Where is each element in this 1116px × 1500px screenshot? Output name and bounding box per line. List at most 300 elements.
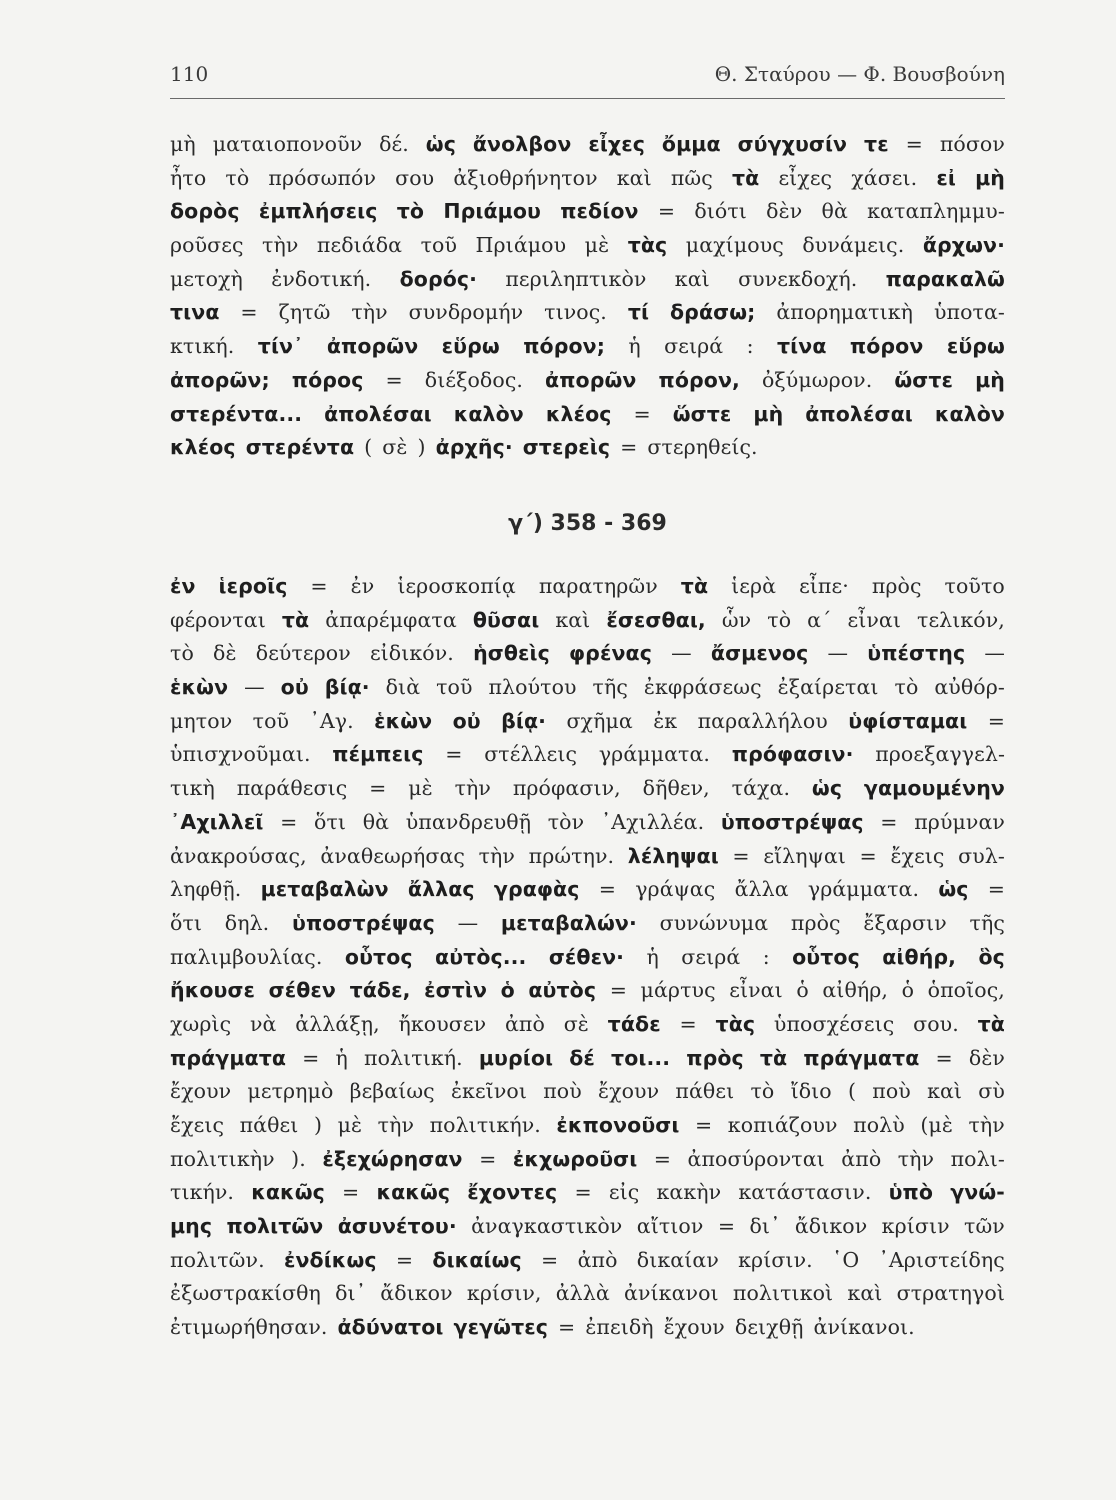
word: = bbox=[657, 199, 676, 224]
word: γαμουμένην bbox=[863, 776, 1005, 801]
word: = bbox=[598, 877, 616, 902]
word: μης bbox=[170, 1214, 213, 1239]
word: ᾿Αχιλλέα. bbox=[600, 809, 705, 834]
word: πεδιάδα bbox=[316, 233, 403, 258]
running-title: Θ. Σταύρου — Φ. Βουσβούνη bbox=[714, 62, 1005, 86]
word: ἀνίκανοι bbox=[624, 1281, 719, 1306]
word: ὅτι bbox=[170, 910, 203, 935]
text-line bbox=[170, 738, 1005, 772]
word: : bbox=[746, 334, 754, 359]
word: ὑπὸ bbox=[888, 1180, 934, 1205]
word: δηλ. bbox=[224, 910, 270, 935]
word: ἐνδίκως bbox=[283, 1247, 377, 1272]
word: μετρημὸ bbox=[247, 1079, 334, 1104]
word: ἱεροσκοπίᾳ bbox=[397, 574, 516, 598]
word: ἀπὸ bbox=[841, 1146, 882, 1171]
word: τὴν bbox=[478, 843, 515, 868]
word: = bbox=[935, 1045, 953, 1070]
word: δι᾽ bbox=[335, 1281, 367, 1306]
word: στερέντα... bbox=[170, 401, 303, 426]
word: ὡς bbox=[425, 132, 456, 156]
word: — bbox=[244, 675, 265, 700]
word: μὲ bbox=[584, 233, 610, 258]
word: — bbox=[984, 641, 1005, 666]
word: τικήν. bbox=[170, 1180, 235, 1205]
word: ἑκὼν bbox=[170, 675, 229, 700]
word: φρένας bbox=[569, 641, 652, 666]
word: ἄσμενος bbox=[710, 641, 809, 666]
word: εἰ bbox=[936, 165, 956, 190]
word: ἀναγκαστικὸν bbox=[471, 1214, 623, 1239]
word: ἐτιμωρήθησαν. bbox=[170, 1315, 328, 1340]
word: = bbox=[880, 809, 898, 834]
commentary-block-2 bbox=[170, 570, 1005, 1345]
word: τελικόν, bbox=[917, 607, 1005, 632]
word: (μὲ bbox=[920, 1113, 953, 1137]
word: τοῦ bbox=[420, 233, 458, 258]
word: δικαίαν bbox=[636, 1247, 719, 1272]
word: αὐτὸς... bbox=[435, 944, 527, 969]
word: τοῦ bbox=[252, 708, 290, 733]
text-line bbox=[170, 330, 1005, 364]
word: βίᾳ· bbox=[324, 675, 370, 700]
word: ἡ bbox=[646, 944, 659, 969]
header-rule bbox=[170, 98, 1005, 99]
text-line bbox=[170, 128, 1005, 162]
word: τοι... bbox=[611, 1045, 671, 1070]
word: ἔσεσθαι, bbox=[606, 607, 706, 632]
word: εἰς bbox=[608, 1180, 640, 1205]
word: σειρά bbox=[664, 334, 724, 359]
word: κτική. bbox=[170, 334, 235, 359]
word: ἐμπλήσεις bbox=[258, 199, 378, 224]
word: ἐνδοτική. bbox=[271, 266, 372, 291]
word: τῆς bbox=[592, 675, 628, 700]
word: = bbox=[385, 367, 403, 392]
word: = bbox=[541, 1247, 559, 1272]
word: ᾿Αχιλλεῖ bbox=[170, 809, 264, 834]
text-line bbox=[170, 806, 1005, 840]
word: κακῶς bbox=[376, 1180, 451, 1205]
word: Πριάμου bbox=[443, 199, 541, 224]
word: = bbox=[679, 1011, 697, 1036]
word: = bbox=[633, 401, 651, 426]
word: σου. bbox=[913, 1011, 959, 1036]
word: ὅτι bbox=[314, 809, 347, 834]
text-line bbox=[170, 637, 1005, 671]
word: ἀπορῶν; bbox=[170, 367, 270, 392]
text-line bbox=[170, 1277, 1005, 1311]
word: ὁ bbox=[500, 978, 515, 1003]
word: μὲ bbox=[408, 776, 433, 801]
word: ὧν bbox=[721, 607, 752, 632]
word: τινος. bbox=[544, 300, 607, 325]
word: ὑποτα- bbox=[933, 300, 1005, 325]
word: πράγματα bbox=[803, 1045, 920, 1070]
word: πόρον, bbox=[658, 367, 740, 392]
word: μὴ bbox=[975, 367, 1005, 392]
word: καὶ bbox=[555, 607, 591, 632]
word: ἑκὼν bbox=[374, 708, 433, 733]
word: πόρον bbox=[849, 334, 924, 359]
word: ἀρχῆς· bbox=[435, 435, 513, 460]
word: καὶ bbox=[674, 266, 710, 291]
word: ). bbox=[291, 1146, 306, 1171]
word: = bbox=[302, 1045, 320, 1070]
word: ὑπέστης bbox=[867, 641, 966, 666]
word: = bbox=[479, 1146, 497, 1171]
word: ποὺ bbox=[872, 1079, 911, 1104]
word: συνδρομήν bbox=[408, 300, 524, 325]
word: ἄδικον bbox=[794, 1214, 868, 1239]
word: αἴτιον bbox=[636, 1214, 704, 1239]
word: τὰ bbox=[977, 1011, 1005, 1036]
word: μεταβαλὼν bbox=[260, 877, 389, 902]
word: οὗτος bbox=[792, 944, 860, 969]
word: δορὸς bbox=[170, 199, 240, 224]
word: ὥστε bbox=[894, 367, 954, 392]
word: πολιτική. bbox=[364, 1045, 463, 1070]
word: ἀπορῶν bbox=[545, 367, 637, 392]
section-heading: γ΄) 358 - 369 bbox=[508, 511, 667, 536]
word: τὰ bbox=[759, 1045, 788, 1070]
word: = bbox=[280, 809, 298, 834]
word: ἤκουσε bbox=[170, 978, 256, 1003]
word: μὴ bbox=[753, 401, 784, 426]
word: προεξαγγελ- bbox=[875, 742, 1005, 767]
word: εἶχες bbox=[588, 132, 645, 156]
word: ὁ bbox=[796, 978, 809, 1003]
word: κρίσιν, bbox=[466, 1281, 542, 1306]
word: κακὴν bbox=[656, 1180, 722, 1205]
word: νὰ bbox=[249, 1011, 277, 1036]
word: ὑφίσταμαι bbox=[848, 708, 968, 733]
word: τὸ bbox=[225, 165, 250, 190]
word: ἔξαρσιν bbox=[863, 910, 947, 935]
word: ῾Ο bbox=[832, 1247, 860, 1272]
word: τὰ bbox=[281, 607, 310, 632]
text-line bbox=[170, 873, 1005, 907]
word: πολιτικὴν bbox=[170, 1146, 275, 1171]
text-line bbox=[170, 263, 1005, 297]
text-line bbox=[170, 570, 1005, 604]
word: πρὸς bbox=[871, 574, 922, 598]
word: ματαιοπονοῦν bbox=[212, 132, 363, 156]
word: : bbox=[762, 944, 770, 969]
word: ἔχουν bbox=[663, 1315, 725, 1340]
word: δεύτερον bbox=[255, 641, 351, 666]
word: καὶ bbox=[927, 1079, 963, 1104]
word: ἦτο bbox=[170, 165, 207, 190]
word: ᾿Αριστείδης bbox=[878, 1247, 1005, 1272]
word: παρακαλῶ bbox=[885, 266, 1005, 291]
word: βεβαίως bbox=[349, 1079, 435, 1104]
word: τὴν bbox=[968, 1113, 1005, 1137]
word: διότι bbox=[694, 199, 747, 224]
word: ἐστὶν bbox=[424, 978, 488, 1003]
word: συλ- bbox=[958, 843, 1005, 868]
text-line bbox=[170, 1176, 1005, 1210]
word: παλιμβουλίας. bbox=[170, 944, 323, 969]
word: στερηθείς. bbox=[647, 435, 758, 460]
word: ( bbox=[847, 1079, 857, 1104]
word: συνώνυμα bbox=[659, 910, 769, 935]
word: οὗτος bbox=[344, 944, 413, 969]
word: δράσω; bbox=[669, 300, 756, 325]
word: τε bbox=[864, 132, 889, 156]
word: τινα bbox=[170, 300, 220, 325]
word: ἀποσύρονται bbox=[687, 1146, 825, 1171]
word: α΄ bbox=[807, 607, 832, 632]
word: ἀλλὰ bbox=[555, 1281, 610, 1306]
word: γεγῶτες bbox=[453, 1315, 549, 1340]
word: οὐ bbox=[452, 708, 481, 733]
word: τὴν bbox=[897, 1146, 935, 1171]
word: ἐκεῖνοι bbox=[450, 1079, 527, 1104]
word: τάχα. bbox=[731, 776, 791, 801]
word: ἡ bbox=[628, 334, 641, 359]
word: = bbox=[558, 1315, 576, 1340]
word: ὡς bbox=[938, 877, 969, 902]
word: ὁποῖος, bbox=[927, 978, 1005, 1003]
text-line bbox=[170, 162, 1005, 196]
word: μὲ bbox=[337, 1113, 363, 1137]
word: ἀπορῶν bbox=[326, 334, 419, 359]
word: ὁ bbox=[901, 978, 915, 1003]
word: θὰ bbox=[821, 199, 848, 224]
word: τὴν bbox=[454, 776, 491, 801]
word: πόρον; bbox=[523, 334, 606, 359]
word: κοπιάζουν bbox=[727, 1113, 838, 1137]
word: τὸ bbox=[750, 1079, 775, 1104]
word: = bbox=[653, 1146, 672, 1171]
word: εἶναι bbox=[847, 607, 901, 632]
word: πολι- bbox=[950, 1146, 1005, 1171]
word: λέληψαι bbox=[627, 843, 719, 868]
word: ἔχεις bbox=[170, 1113, 225, 1137]
word: — bbox=[671, 641, 692, 666]
word: καὶ bbox=[616, 165, 652, 190]
word: πράγματα bbox=[170, 1045, 287, 1070]
word: μὴ bbox=[975, 165, 1005, 190]
word: σὲ bbox=[563, 1011, 589, 1036]
text-line bbox=[170, 1042, 1005, 1076]
word: τὴν bbox=[377, 1113, 415, 1137]
word: γράμματα. bbox=[598, 742, 711, 767]
word: ἀνακρούσας, bbox=[170, 843, 307, 868]
word: καταπλημμυ- bbox=[867, 199, 1005, 224]
word: κατάστασιν. bbox=[738, 1180, 872, 1205]
word: ἐπειδὴ bbox=[585, 1315, 654, 1340]
word: τοῦτο bbox=[944, 574, 1005, 598]
text-line bbox=[170, 1210, 1005, 1244]
word: δὲν bbox=[968, 1045, 1005, 1070]
word: αὐθόρ- bbox=[934, 675, 1005, 700]
word: ἴδιο bbox=[790, 1079, 832, 1104]
word: ἤκουσεν bbox=[398, 1011, 487, 1036]
word: πῶς bbox=[670, 165, 713, 190]
word: γράψας bbox=[635, 877, 716, 902]
word: μεταβαλών· bbox=[500, 910, 637, 935]
word: πεδίον bbox=[560, 199, 639, 224]
word: κρίσιν. bbox=[738, 1247, 813, 1272]
word: εἰδικόν. bbox=[369, 641, 454, 666]
word: = bbox=[859, 843, 877, 868]
word: ᾿Αγ. bbox=[309, 708, 354, 733]
word: ἡ bbox=[335, 1045, 348, 1070]
word: δέ bbox=[569, 1045, 595, 1070]
word: ἱερὰ bbox=[731, 574, 777, 598]
word: μάρτυς bbox=[640, 978, 716, 1003]
text-line bbox=[170, 364, 1005, 398]
word: μὴ bbox=[170, 132, 196, 156]
word: ἐν bbox=[170, 574, 196, 598]
word: δειχθῇ bbox=[734, 1315, 804, 1340]
word: σὲ bbox=[382, 435, 408, 460]
word: περιληπτικὸν bbox=[505, 266, 647, 291]
word: θὰ bbox=[362, 809, 390, 834]
word: τὸ bbox=[767, 607, 792, 632]
word: τὰ bbox=[731, 165, 760, 190]
word: κακῶς bbox=[251, 1180, 325, 1205]
word: = bbox=[987, 708, 1005, 733]
word: πόσον bbox=[939, 132, 1005, 156]
word: τάδε, bbox=[349, 978, 411, 1003]
text-line bbox=[170, 1109, 1005, 1143]
word: = bbox=[240, 300, 258, 325]
word: = bbox=[369, 776, 387, 801]
word: ἐκ bbox=[653, 708, 678, 733]
word: στέλλεις bbox=[484, 742, 578, 767]
word: τίνα bbox=[777, 334, 827, 359]
text-line bbox=[170, 840, 1005, 874]
word: = bbox=[694, 1113, 713, 1137]
word: πρώτην. bbox=[528, 843, 615, 868]
word: ἔχουν bbox=[597, 1079, 660, 1104]
word: θῦσαι bbox=[472, 607, 540, 632]
word: ἀπὸ bbox=[504, 1011, 545, 1036]
word: κλέος bbox=[545, 401, 612, 426]
text-line bbox=[170, 229, 1005, 263]
word: = bbox=[310, 574, 328, 598]
word: πρόφασιν· bbox=[731, 742, 854, 767]
word: σὺ bbox=[978, 1079, 1005, 1104]
word: ἐκφράσεως bbox=[643, 675, 762, 700]
word: διὰ bbox=[385, 675, 421, 700]
word: — bbox=[827, 641, 849, 666]
word: τῆς bbox=[969, 910, 1005, 935]
word: ἄρχων· bbox=[922, 233, 1005, 258]
page-number: 110 bbox=[170, 62, 209, 86]
word: καλὸν bbox=[453, 401, 524, 426]
word: συνεκδοχή. bbox=[738, 266, 858, 291]
word: σύγχυσίν bbox=[737, 132, 848, 156]
word: ἄνολβον bbox=[472, 132, 572, 156]
word: δὲν bbox=[766, 199, 803, 224]
word: ἔχουν bbox=[170, 1079, 232, 1104]
word: = bbox=[609, 978, 627, 1003]
word: τὸ bbox=[396, 199, 425, 224]
word: δορός· bbox=[399, 266, 478, 291]
word: ὑποστρέψας bbox=[292, 910, 435, 935]
word: ἀπὸ bbox=[577, 1247, 618, 1272]
word: πρόσωπόν bbox=[268, 165, 377, 190]
word: ἐκχωροῦσι bbox=[512, 1146, 638, 1171]
word: ( bbox=[364, 435, 373, 460]
word: φέρονται bbox=[170, 607, 266, 632]
word: ὡς bbox=[811, 776, 843, 801]
word: σχῆμα bbox=[566, 708, 633, 733]
word: ἐν bbox=[350, 574, 375, 598]
word: ροῦσες bbox=[170, 233, 244, 258]
word: ἐξαίρεται bbox=[777, 675, 879, 700]
word: ἐξωστρακίσθη bbox=[170, 1281, 321, 1306]
text-line bbox=[170, 1143, 1005, 1177]
word: ἡσθεὶς bbox=[473, 641, 550, 666]
word: χάσει. bbox=[851, 165, 918, 190]
word: — bbox=[457, 910, 479, 935]
word: τὰς bbox=[627, 233, 668, 258]
word: σου bbox=[395, 165, 435, 190]
word: πάθει bbox=[675, 1079, 735, 1104]
word: ὀξύμωρον. bbox=[761, 367, 873, 392]
word: πόρος bbox=[291, 367, 364, 392]
text-line bbox=[170, 296, 1005, 330]
word: πέμπεις bbox=[332, 742, 424, 767]
text-line bbox=[170, 604, 1005, 638]
text-line bbox=[170, 1075, 1005, 1109]
word: ὑποστρέψας bbox=[720, 809, 864, 834]
word: = bbox=[445, 742, 463, 767]
word: ποὺ bbox=[543, 1079, 582, 1104]
word: πολὺ bbox=[853, 1113, 905, 1137]
word: γραφὰς bbox=[493, 877, 580, 902]
word: πολιτικοὶ bbox=[732, 1281, 834, 1306]
word: = bbox=[905, 132, 923, 156]
word: τὰς bbox=[715, 1011, 756, 1036]
word: εἶχες bbox=[778, 165, 833, 190]
word: χωρὶς bbox=[170, 1011, 232, 1036]
word: ἀναθεωρήσας bbox=[320, 843, 465, 868]
word: τῶν bbox=[964, 1214, 1005, 1239]
word: τί bbox=[627, 300, 650, 325]
word: εἴληψαι bbox=[763, 843, 846, 868]
word: ἄλλα bbox=[734, 877, 789, 902]
text-line bbox=[170, 671, 1005, 705]
word: αὐτὸς bbox=[528, 978, 597, 1003]
word: πολιτῶν. bbox=[170, 1247, 265, 1272]
text-line bbox=[170, 772, 1005, 806]
word: τὸ bbox=[170, 641, 194, 666]
text-line bbox=[170, 1008, 1005, 1042]
word: τάδε bbox=[607, 1011, 661, 1036]
word: παρατηρῶν bbox=[538, 574, 658, 598]
word: κρίσιν bbox=[881, 1214, 950, 1239]
word: ὑπισχνοῦμαι. bbox=[170, 742, 311, 767]
word: ἀνίκανοι. bbox=[813, 1315, 915, 1340]
word: ἱεροῖς bbox=[218, 574, 288, 598]
word: = bbox=[732, 843, 750, 868]
word: ἐξεχώρησαν bbox=[322, 1146, 463, 1171]
word: οὐ bbox=[280, 675, 309, 700]
word: τὸ bbox=[894, 675, 919, 700]
word: τίν᾽ bbox=[257, 334, 304, 359]
word: μυρίοι bbox=[478, 1045, 554, 1070]
word: εὕρω bbox=[946, 334, 1005, 359]
word: ἀλλάξῃ, bbox=[295, 1011, 380, 1036]
word: ἀσυνέτου· bbox=[337, 1214, 457, 1239]
word: πάθει bbox=[239, 1113, 299, 1137]
